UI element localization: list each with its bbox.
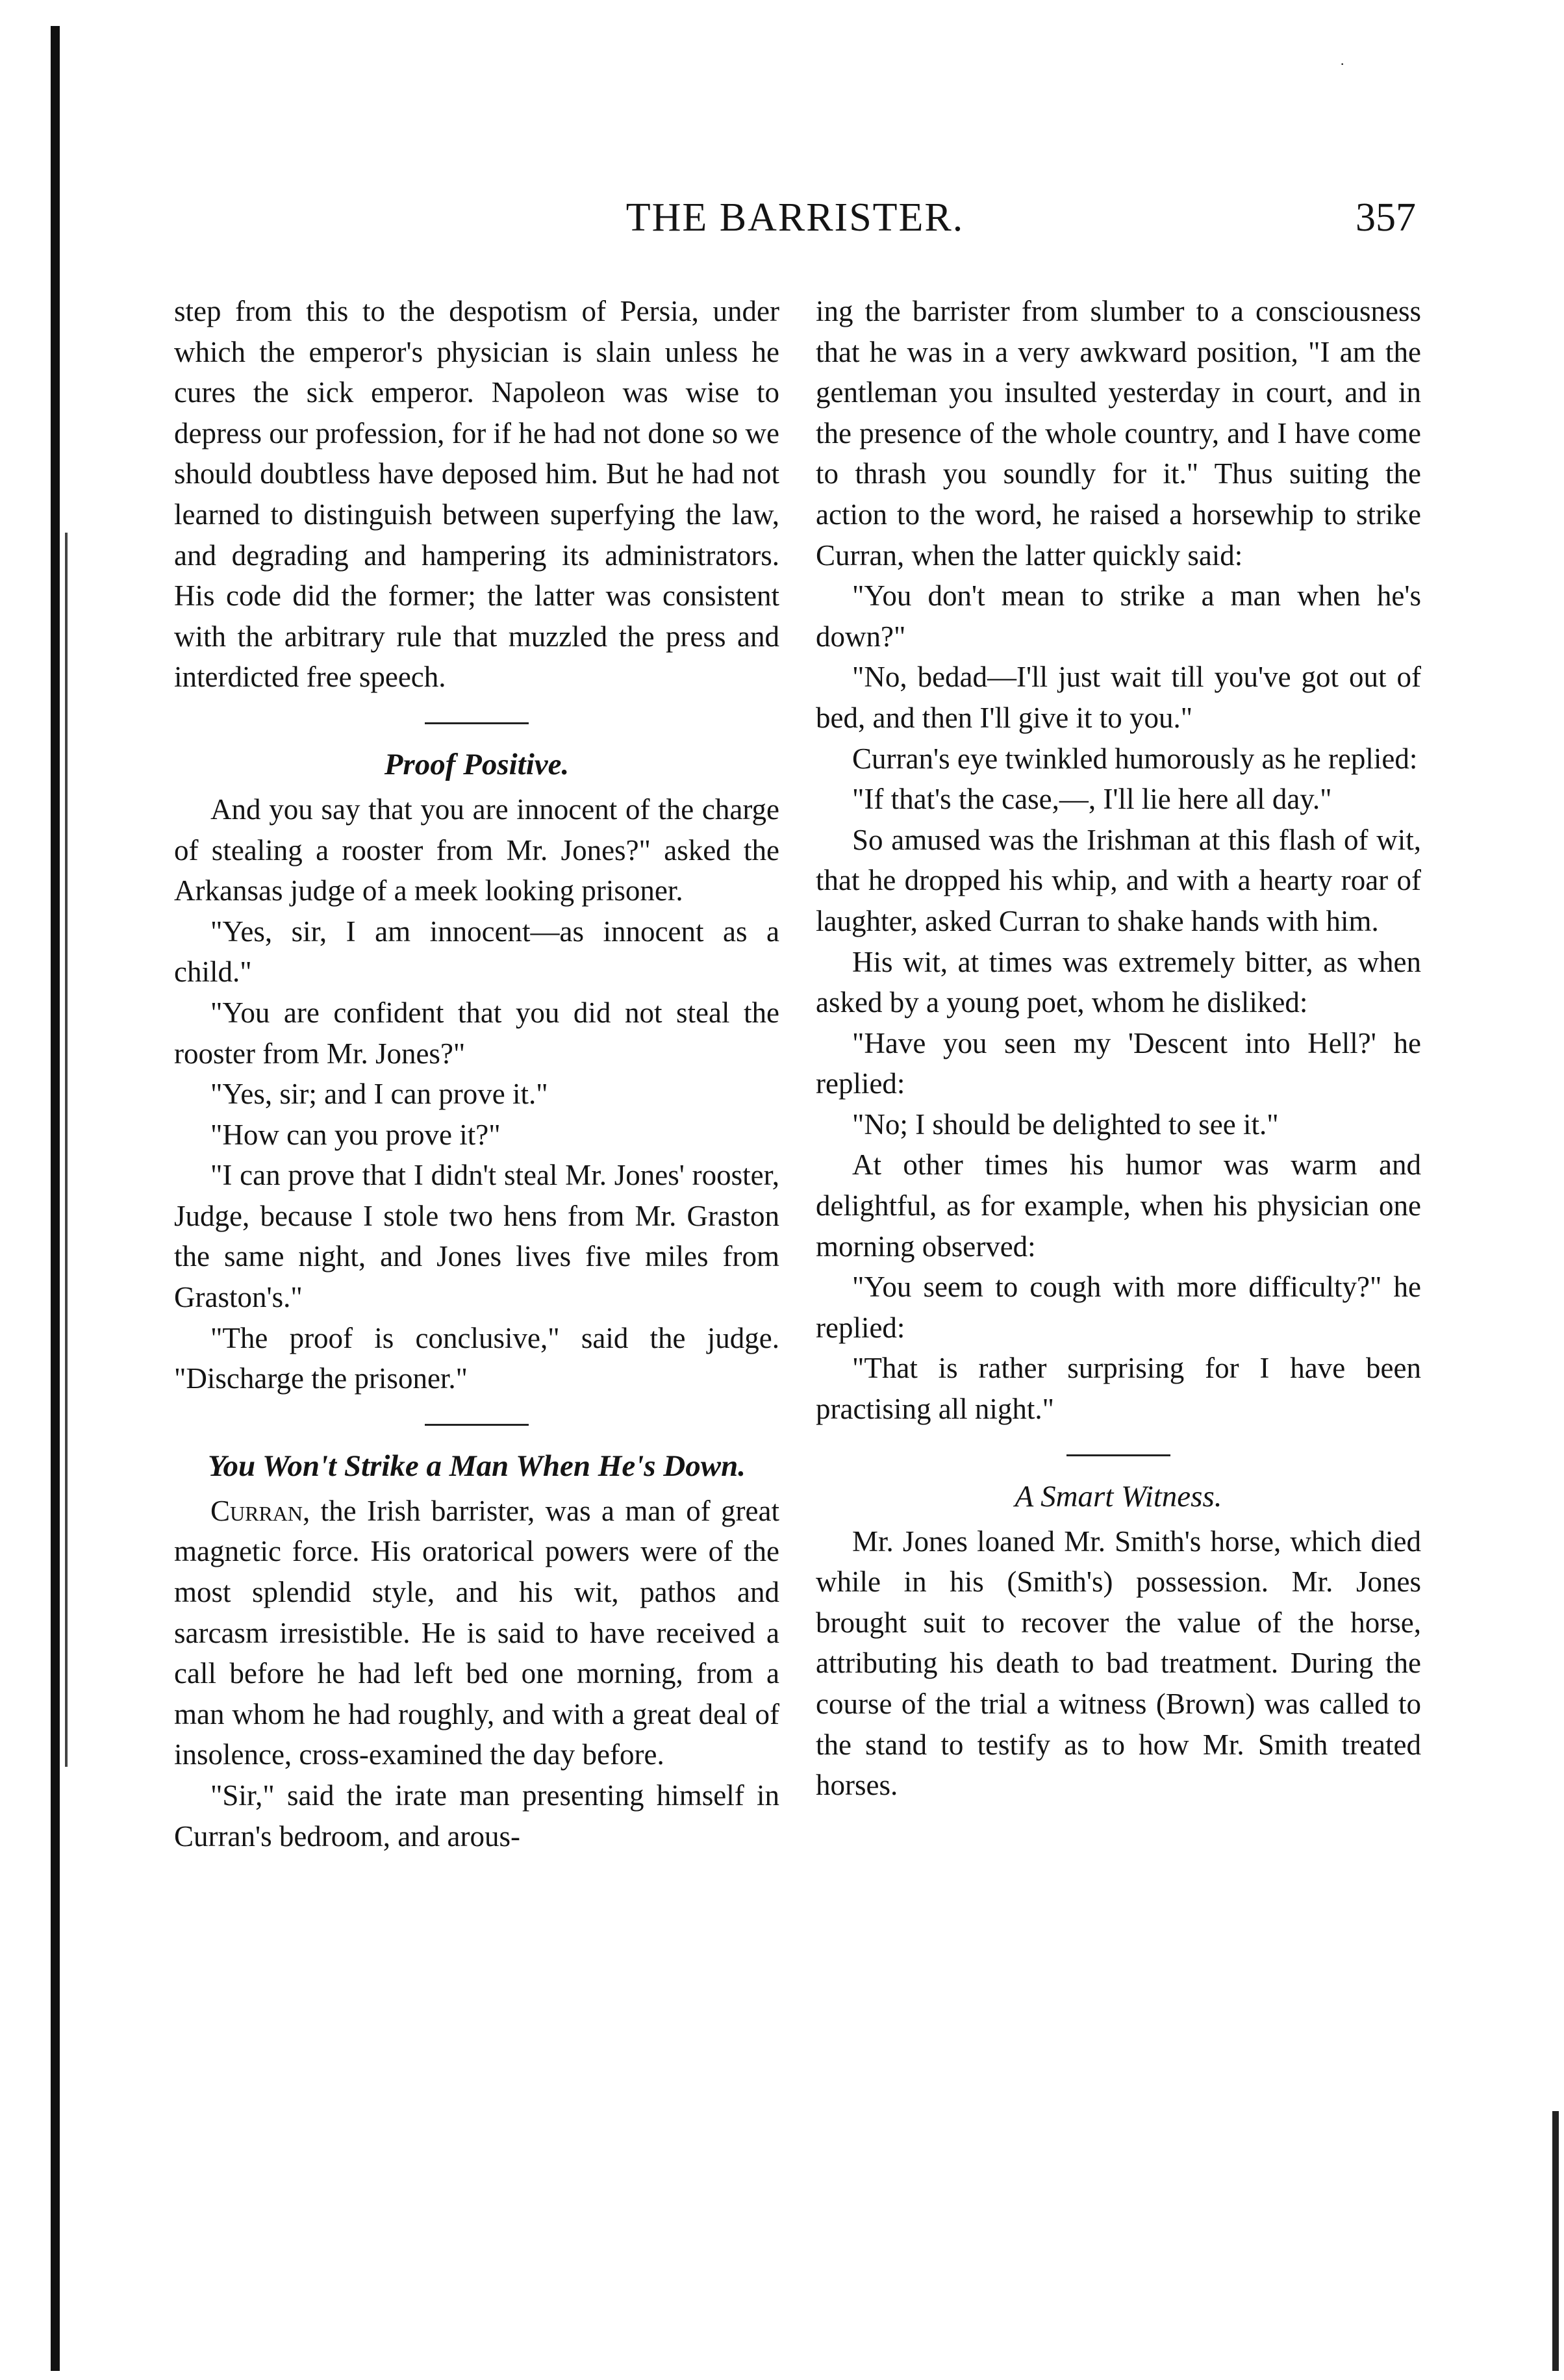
section-divider [425,722,529,724]
paragraph: "I can prove that I didn't steal Mr. Jones' rooster, Judge, because I stole two hens from Mr. Graston the same night, and Jones lives five miles from Graston's." [174,1159,779,1314]
paragraph: "No; I should be delighted to see it." [852,1108,1279,1141]
running-head [174,195,1416,249]
paragraph: "You don't mean to strike a man when he's down?" [816,579,1421,653]
section-title-strike-a-man: You Won't Strike a Man When He's Down. [208,1449,746,1483]
paragraph: "The proof is conclusive," said the judge. "Discharge the prisoner." [174,1321,779,1395]
paragraph: "You seem to cough with more difficulty?" he replied: [816,1271,1421,1344]
paragraph: "If that's the case,—, I'll lie here all day." [852,783,1332,816]
paragraph: ing the barrister from slumber to a consciousness that he was in a very awkward position, "I am the gentleman you insulted yesterday in court, and in the presence of the whole country, and I have come to thrash you soundly for it." Thus suiting the action to the word, he raised a horsewhip to strike Curran, when the latter quickly said: [816,295,1421,572]
section-title-smart-witness: A Smart Witness. [1015,1479,1222,1513]
right-column [816,291,1421,1806]
paragraph: "That is rather surprising for I have been practising all night." [816,1352,1421,1426]
scan-right-edge [1552,2111,1559,2371]
paragraph: His wit, at times was extremely bitter, as when asked by a young poet, whom he disliked: [816,945,1421,1019]
left-column [174,291,779,1856]
paragraph: step from this to the despotism of Persia, under which the emperor's physician is slain unless he cures the sick emperor. Napoleon was wise to depress our profession, for if he had not done so we should doubtless have deposed him. But he had not learned to distinguish between superfying the law, and degrading and hampering its administrators. His code did the former; the latter was consistent with the arbitrary rule that muzzled the press and interdicted free speech. [174,295,779,694]
paragraph: "Have you seen my 'Descent into Hell?' he replied: [816,1026,1421,1100]
paragraph-text: , the Irish barrister, was a man of great magnetic force. His oratorical powers were of the most splendid style, and his wit, pathos and sarcasm irresistible. He is said to have received a call before he had left bed one morning, from a man whom he had roughly, and with a great deal of insolence, cross-examined the day before. [174,1494,779,1771]
name-smallcaps: Curran [210,1494,303,1527]
paragraph: "Yes, sir, I am innocent—as innocent as a child." [174,915,779,989]
page-number: 357 [1356,196,1416,240]
running-title: THE BARRISTER. [625,196,965,240]
paragraph: "No, bedad—I'll just wait till you've got out of bed, and then I'll give it to you." [816,661,1421,734]
paragraph: "Yes, sir; and I can prove it." [210,1078,548,1111]
section-title-proof-positive: Proof Positive. [384,747,570,781]
paragraph: At other times his humor was warm and delightful, as for example, when his physician one morning observed: [816,1148,1421,1263]
section-divider [425,1424,529,1426]
paragraph [174,1491,779,1775]
paragraph: "Sir," said the irate man presenting himself in Curran's bedroom, and arous- [174,1779,779,1853]
paragraph: And you say that you are innocent of the charge of stealing a rooster from Mr. Jones?" asked the Arkansas judge of a meek looking prisoner. [174,792,779,907]
paragraph: Curran's eye twinkled humorously as he replied: [852,742,1418,775]
scan-binding-edge [51,26,60,2371]
scan-speck: · [1340,56,1345,72]
paragraph: Mr. Jones loaned Mr. Smith's horse, which died while in his (Smith's) possession. Mr. Jones brought suit to recover the value of the horse, attributing his death to bad treatment. During the course of the trial a witness (Brown) was called to the stand to testify as to how Mr. Smith treated horses. [816,1525,1421,1802]
paragraph: So amused was the Irishman at this flash of wit, that he dropped his whip, and with a hearty roar of laughter, asked Curran to shake hands with him. [816,823,1421,937]
section-divider [1066,1454,1170,1456]
scan-binding-shadow [65,533,68,1767]
paragraph: "How can you prove it?" [210,1118,501,1151]
paragraph: "You are confident that you did not steal the rooster from Mr. Jones?" [174,996,779,1070]
